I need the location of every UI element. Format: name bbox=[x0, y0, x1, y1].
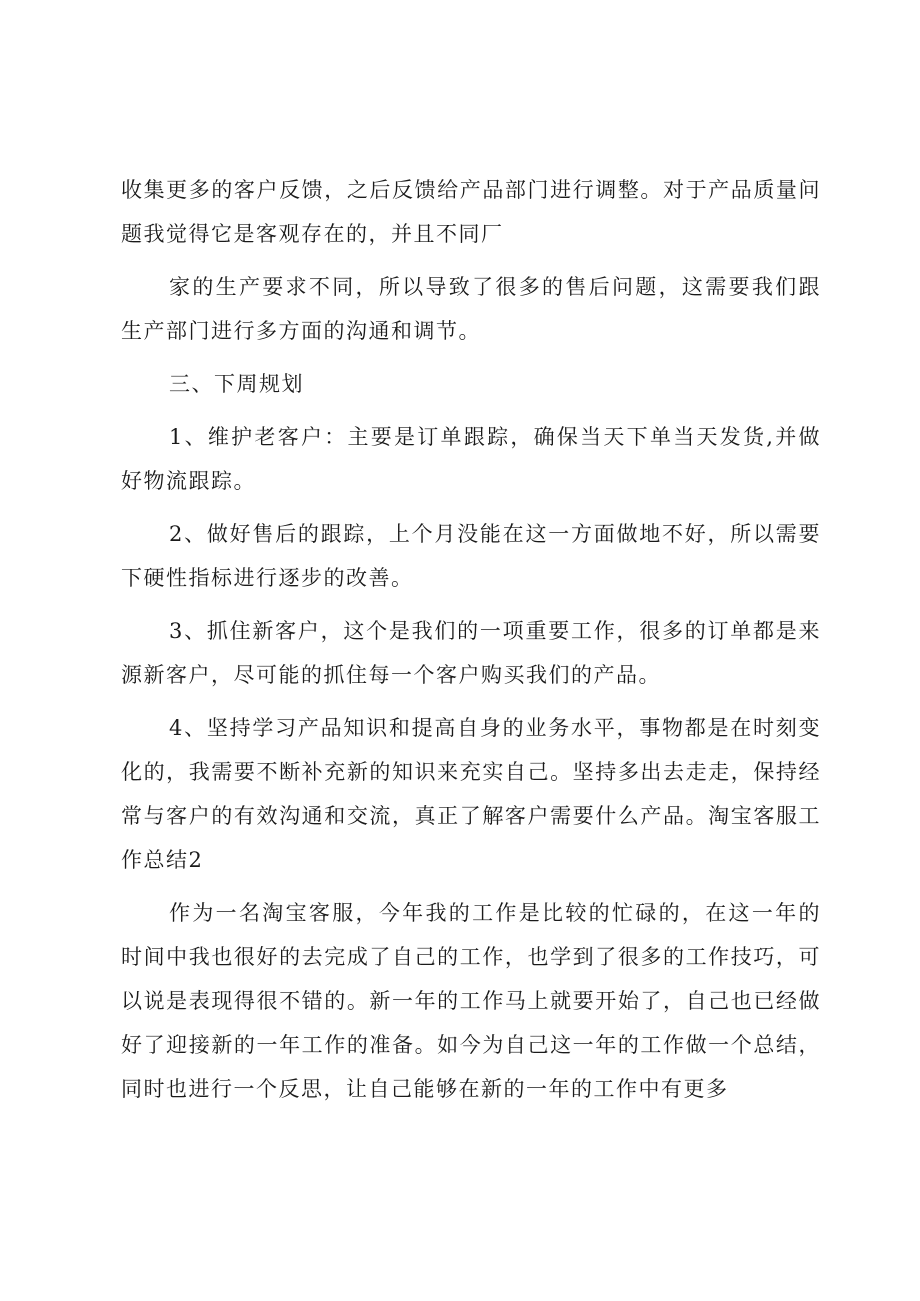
paragraph-1: 收集更多的客户反馈，之后反馈给产品部门进行调整。对于产品质量问题我觉得它是客观存在的，并且不同厂 bbox=[121, 178, 821, 246]
list-item-1: 1、维护老客户：主要是订单跟踪，确保当天下单当天发货,并做好物流跟踪。 bbox=[121, 425, 821, 493]
document-body bbox=[121, 168, 821, 1120]
list-item-2: 2、做好售后的跟踪，上个月没能在这一方面做地不好，所以需要下硬性指标进行逐步的改善。 bbox=[121, 522, 821, 590]
paragraph-2: 家的生产要求不同，所以导致了很多的售后问题，这需要我们跟生产部门进行多方面的沟通和调节。 bbox=[121, 275, 821, 343]
section-heading: 三、下周规划 bbox=[169, 372, 304, 396]
list-item-3: 3、抓住新客户，这个是我们的一项重要工作，很多的订单都是来源新客户，尽可能的抓住每一个客户购买我们的产品。 bbox=[121, 619, 821, 687]
list-item-4: 4、坚持学习产品知识和提高自身的业务水平，事物都是在时刻变化的，我需要不断补充新的知识来充实自己。坚持多出去走走，保持经常与客户的有效沟通和交流，真正了解客户需要什么产品。淘宝客服工作总结2 bbox=[121, 716, 821, 872]
paragraph-summary-2: 作为一名淘宝客服，今年我的工作是比较的忙碌的，在这一年的时间中我也很好的去完成了自己的工作，也学到了很多的工作技巧，可以说是表现得很不错的。新一年的工作马上就要开始了，自己也已经做好了迎接新的一年工作的准备。如今为自己这一年的工作做一个总结，同时也进行一个反思，让自己能够在新的一年的工作中有更多 bbox=[121, 901, 821, 1101]
